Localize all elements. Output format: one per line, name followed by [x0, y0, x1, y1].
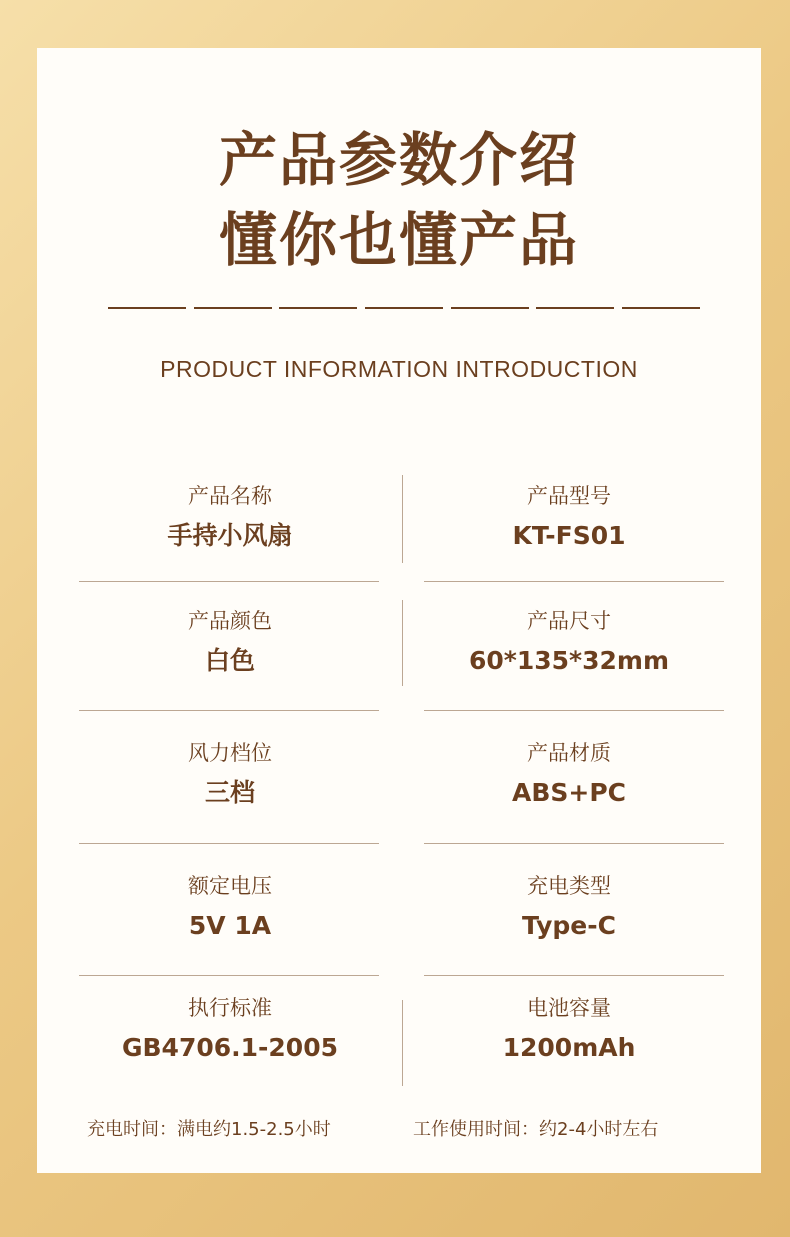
column-divider	[402, 600, 403, 686]
row-divider	[424, 975, 724, 976]
charge-time-note: 充电时间：满电约1.5-2.5小时	[87, 1119, 331, 1140]
column-divider	[402, 1000, 403, 1086]
spec-label: 产品尺寸	[527, 609, 611, 633]
spec-value: GB4706.1-2005	[121, 1033, 338, 1062]
spec-value: 白色	[204, 646, 255, 675]
spec-label: 充电类型	[527, 874, 611, 898]
row-divider	[79, 975, 379, 976]
spec-value: 1200mAh	[502, 1033, 636, 1062]
row-divider	[79, 710, 379, 711]
spec-label: 产品颜色	[188, 609, 272, 633]
spec-size	[409, 607, 729, 677]
spec-value: 三档	[204, 778, 255, 807]
spec-label: 产品材质	[527, 741, 611, 765]
spec-label: 产品型号	[527, 484, 611, 508]
dash	[451, 307, 529, 309]
dash	[194, 307, 272, 309]
spec-label: 产品名称	[188, 484, 272, 508]
spec-voltage	[70, 872, 390, 942]
spec-label: 执行标准	[188, 996, 272, 1020]
dash-divider	[108, 307, 700, 309]
title-line-1: 产品参数介绍	[218, 126, 579, 194]
row-divider	[79, 581, 379, 582]
spec-label: 电池容量	[527, 996, 611, 1020]
spec-battery	[409, 994, 729, 1064]
subtitle: PRODUCT INFORMATION INTRODUCTION	[160, 356, 638, 382]
title-line-2: 懂你也懂产品	[218, 206, 579, 274]
spec-value: KT-FS01	[512, 521, 626, 550]
dash	[622, 307, 700, 309]
spec-value: Type-C	[522, 911, 616, 940]
spec-product-name	[70, 482, 390, 552]
spec-model	[409, 482, 729, 552]
column-divider	[402, 475, 403, 563]
spec-value: ABS+PC	[511, 778, 627, 807]
spec-material	[409, 739, 729, 809]
spec-value: 5V 1A	[188, 911, 272, 940]
row-divider	[424, 581, 724, 582]
spec-label: 风力档位	[188, 741, 272, 765]
spec-label: 额定电压	[188, 874, 272, 898]
info-card	[37, 48, 761, 1173]
dash	[536, 307, 614, 309]
spec-wind-levels	[70, 739, 390, 809]
row-divider	[424, 710, 724, 711]
spec-value: 60*135*32mm	[468, 646, 669, 675]
spec-standard	[70, 994, 390, 1064]
dash	[108, 307, 186, 309]
dash	[365, 307, 443, 309]
spec-value: 手持小风扇	[167, 521, 293, 550]
work-time-note: 工作使用时间：约2-4小时左右	[413, 1119, 659, 1140]
spec-charge-type	[409, 872, 729, 942]
row-divider	[424, 843, 724, 844]
spec-color	[70, 607, 390, 677]
row-divider	[79, 843, 379, 844]
dash	[279, 307, 357, 309]
